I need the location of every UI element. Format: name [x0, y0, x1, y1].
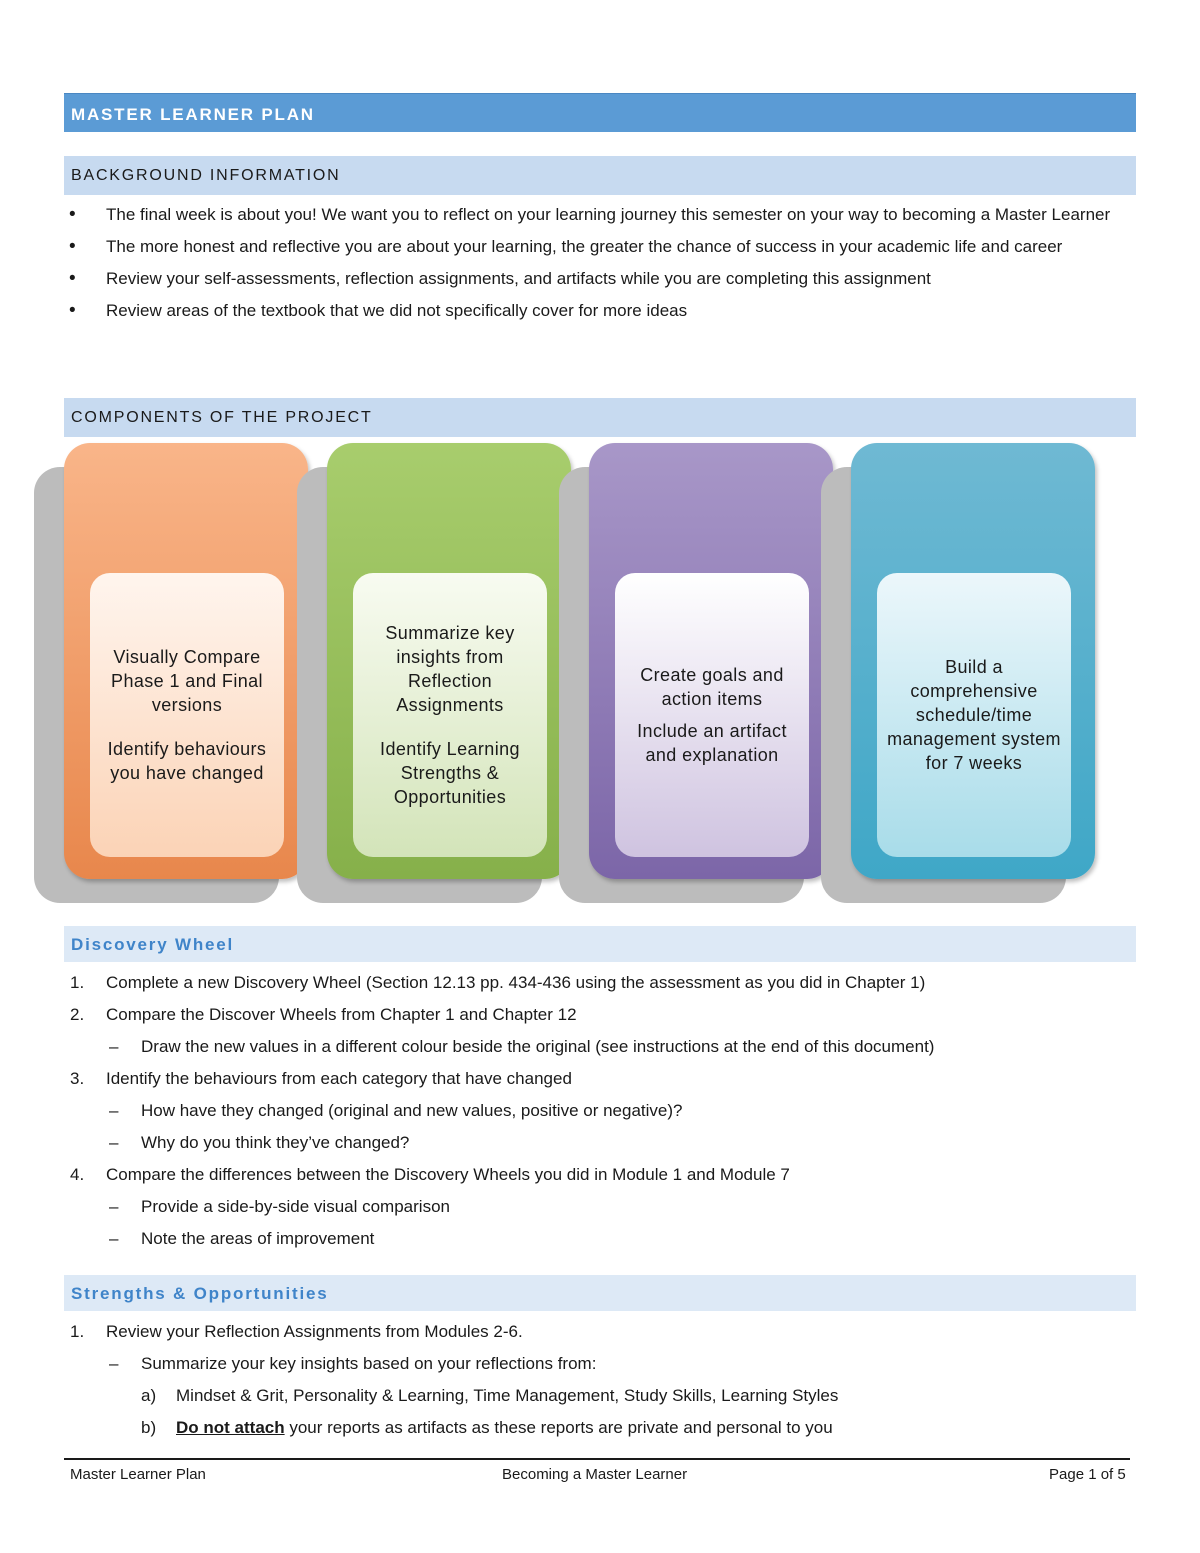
background-item: • The more honest and reflective you are about your learning, the greater the chance of success in your academic life and career: [64, 233, 1136, 260]
card-body: [327, 443, 571, 879]
background-item: • The final week is about you! We want you to reflect on your learning journey this semester on your way to becoming a Master Learner: [64, 201, 1136, 228]
card-text-primary: Summarize key insights from Reflection Assignments: [385, 623, 515, 715]
step-subsubitem: b) Do not attach your reports as artifacts as these reports are private and personal to you: [141, 1418, 833, 1437]
card-text-secondary: Include an artifact and explanation: [637, 721, 787, 765]
footer-center: Becoming a Master Learner: [502, 1466, 688, 1483]
emphasis-text: Do not attach: [176, 1418, 285, 1437]
step-item: 4. Compare the differences between the Discovery Wheels you did in Module 1 and Module 7: [70, 1165, 790, 1184]
step-subitem: – Why do you think they’ve changed?: [109, 1133, 410, 1152]
components-heading: COMPONENTS OF THE PROJECT: [64, 398, 1136, 437]
step-subsubitem: a) Mindset & Grit, Personality & Learning, Time Management, Study Skills, Learning Styles: [141, 1386, 839, 1405]
card-text-secondary: Identify behaviours you have changed: [107, 739, 267, 783]
background-list: [64, 201, 1136, 329]
card-inner: [877, 573, 1071, 857]
document-title: MASTER LEARNER PLAN: [64, 93, 1136, 132]
step-item: 3. Identify the behaviours from each category that have changed: [70, 1069, 572, 1088]
card-body: [851, 443, 1095, 879]
footer-rule: [64, 1458, 1130, 1460]
step-item: 1. Review your Reflection Assignments from Modules 2-6.: [70, 1322, 523, 1341]
step-subitem: – Summarize your key insights based on your reflections from:: [109, 1354, 597, 1373]
footer-left: Master Learner Plan: [70, 1466, 206, 1483]
strengths-heading: Strengths & Opportunities: [64, 1275, 1136, 1311]
card-body: [589, 443, 833, 879]
step-subitem: – How have they changed (original and new values, positive or negative)?: [109, 1101, 683, 1120]
discovery-steps: [64, 970, 1136, 1258]
component-card-summarize: [327, 443, 597, 903]
card-text-primary: Build a comprehensive schedule/time management system for 7 weeks: [887, 657, 1061, 773]
card-inner: [353, 573, 547, 857]
card-text-primary: Visually Compare Phase 1 and Final versions: [111, 647, 263, 715]
card-inner: [90, 573, 284, 857]
discovery-heading: Discovery Wheel: [64, 926, 1136, 962]
background-heading: BACKGROUND INFORMATION: [64, 156, 1136, 195]
step-item: 2. Compare the Discover Wheels from Chapter 1 and Chapter 12: [70, 1005, 577, 1024]
background-item: • Review your self-assessments, reflection assignments, and artifacts while you are completing this assignment: [64, 265, 1136, 292]
step-subitem: – Draw the new values in a different colour beside the original (see instructions at the end of this document): [109, 1037, 935, 1056]
card-body: [64, 443, 308, 879]
background-item: • Review areas of the textbook that we did not specifically cover for more ideas: [64, 297, 1136, 324]
component-card-compare: [64, 443, 334, 903]
component-card-goals: [589, 443, 859, 903]
card-inner: [615, 573, 809, 857]
step-subitem: – Provide a side-by-side visual comparison: [109, 1197, 450, 1216]
card-text-primary: Create goals and action items: [640, 665, 784, 709]
strengths-steps: [64, 1319, 1136, 1447]
component-card-schedule: [851, 443, 1121, 903]
step-subitem: – Note the areas of improvement: [109, 1229, 375, 1248]
footer-page-number: Page 1 of 5: [1049, 1466, 1126, 1483]
step-item: 1. Complete a new Discovery Wheel (Section 12.13 pp. 434-436 using the assessment as you did in Chapter 1): [70, 973, 926, 992]
card-text-secondary: Identify Learning Strengths & Opportunities: [380, 739, 520, 807]
